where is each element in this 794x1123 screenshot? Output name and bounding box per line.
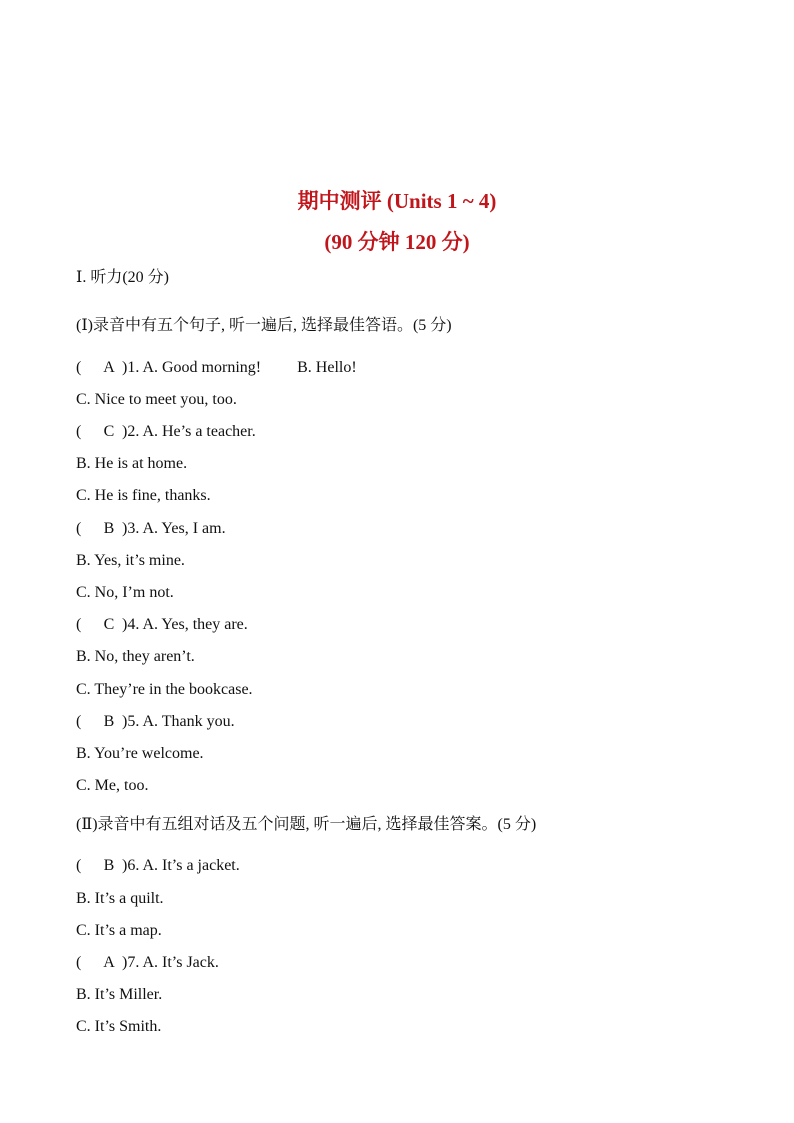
question-2-option-c: C. He is fine, thanks. [76, 487, 211, 504]
answer-3: B [103, 520, 115, 537]
question-4 [76, 615, 248, 635]
question-2-option-a: )2. A. He’s a teacher. [122, 423, 256, 440]
answer-4: C [103, 616, 115, 633]
question-6-option-c: C. It’s a map. [76, 922, 162, 939]
question-2-option-b: B. He is at home. [76, 455, 188, 472]
paren-open: ( [76, 423, 82, 440]
question-5-option-a: )5. A. Thank you. [122, 713, 235, 730]
answer-1: A [103, 359, 115, 376]
answer-6: B [103, 857, 115, 874]
question-4-option-b: B. No, they aren’t. [76, 648, 195, 665]
paren-open: ( [76, 954, 82, 971]
paren-open: ( [76, 520, 82, 537]
question-6 [76, 856, 240, 876]
question-3-option-c: C. No, I’m not. [76, 584, 174, 601]
question-1-option-a: )1. A. Good morning! [122, 359, 262, 376]
question-7-option-b: B. It’s Miller. [76, 986, 163, 1003]
question-3-option-a: )3. A. Yes, I am. [122, 520, 226, 537]
question-7-option-c: C. It’s Smith. [76, 1018, 162, 1035]
question-5 [76, 712, 235, 732]
question-7-option-a: )7. A. It’s Jack. [122, 954, 219, 971]
question-3-option-b: B. Yes, it’s mine. [76, 552, 185, 569]
question-4-option-a: )4. A. Yes, they are. [122, 616, 248, 633]
question-2 [76, 422, 256, 442]
page-subtitle: (90 分钟 120 分) [324, 230, 470, 254]
answer-7: A [103, 954, 115, 971]
page-title: 期中测评 (Units 1 ~ 4) [297, 189, 497, 213]
question-5-option-b: B. You’re welcome. [76, 745, 204, 762]
question-1 [76, 358, 357, 378]
question-6-option-a: )6. A. It’s a jacket. [122, 857, 240, 874]
question-7 [76, 953, 219, 973]
answer-2: C [103, 423, 115, 440]
part2-instruction: (Ⅱ)录音中有五组对话及五个问题, 听一遍后, 选择最佳答案。(5 分) [76, 816, 537, 833]
question-5-option-c: C. Me, too. [76, 777, 149, 794]
paren-open: ( [76, 857, 82, 874]
paren-open: ( [76, 359, 82, 376]
part1-instruction: (Ⅰ)录音中有五个句子, 听一遍后, 选择最佳答语。(5 分) [76, 317, 452, 334]
question-6-option-b: B. It’s a quilt. [76, 890, 164, 907]
section-heading: Ⅰ. 听力(20 分) [76, 269, 169, 286]
paren-open: ( [76, 713, 82, 730]
answer-5: B [103, 713, 115, 730]
question-3 [76, 519, 226, 539]
paren-open: ( [76, 616, 82, 633]
question-1-option-b: B. Hello! [297, 359, 357, 376]
question-4-option-c: C. They’re in the bookcase. [76, 681, 253, 698]
question-1-option-c: C. Nice to meet you, too. [76, 391, 237, 408]
